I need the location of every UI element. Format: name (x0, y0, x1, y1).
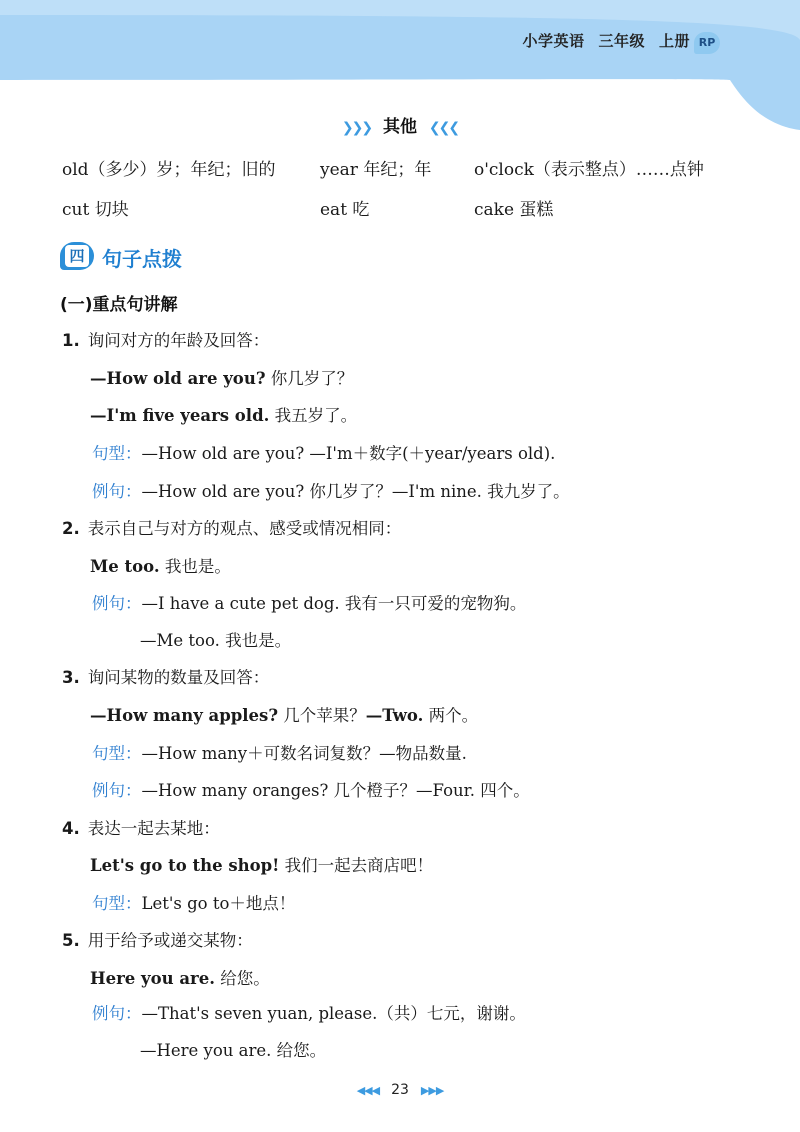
item-heading (62, 815, 220, 839)
header-grade: 三年级 (598, 32, 645, 50)
item-number: 4. (62, 819, 80, 838)
example-sentence-line (92, 478, 570, 502)
example-line (90, 365, 353, 389)
item-number: 5. (62, 931, 80, 950)
example-sentence-text: —Here you are. 给您。 (140, 1041, 327, 1060)
item-number: 1. (62, 331, 80, 350)
example-line (90, 965, 270, 989)
pattern-line (92, 890, 295, 914)
example-chinese: 你几岁了？ (265, 369, 354, 388)
other-title-text: 其他 (383, 117, 417, 137)
example-sentence-text: —Me too. 我也是。 (140, 631, 292, 650)
example-sentence-line (140, 627, 291, 651)
example-line (90, 553, 231, 577)
pattern-text: —How many＋可数名词复数？—物品数量. (141, 744, 467, 763)
header-volume: 上册 (658, 32, 690, 50)
example-label: 例句： (92, 482, 142, 501)
example-chinese: 我也是。 (159, 557, 231, 576)
vocab-cell: o'clock（表示整点）……点钟 (474, 160, 704, 180)
pattern-label: 句型： (92, 444, 142, 463)
example-english: Me too. (90, 557, 160, 576)
example-sentence-text: —That's seven yuan, please.（共）七元，谢谢。 (141, 1004, 526, 1023)
example-sentence-text: —How old are you? 你几岁了？—I'm nine. 我九岁了。 (141, 482, 570, 501)
example-label: 例句： (92, 594, 142, 613)
example-sentence-text: —How many oranges? 几个橙子？—Four. 四个。 (141, 781, 530, 800)
right-arrows-icon: ▶▶▶ (420, 1084, 444, 1097)
example-sentence-line (92, 777, 530, 801)
example-english: —I'm five years old. (90, 406, 270, 425)
item-heading-text: 询问某物的数量及回答： (87, 668, 270, 687)
pattern-text: Let's go to＋地点！ (141, 894, 296, 913)
item-heading (62, 664, 269, 688)
section-number: 四 (65, 245, 89, 267)
example-english: Here you are. (90, 969, 215, 988)
right-arrows-icon: ❯❯❯ (341, 120, 372, 136)
item-heading (62, 927, 253, 951)
example-english: Let's go to the shop! (90, 856, 280, 875)
vocab-cell: old（多少）岁；年纪；旧的 (62, 160, 276, 180)
example-sentence-text: —I have a cute pet dog. 我有一只可爱的宠物狗。 (141, 594, 527, 613)
example-english: —Two. (365, 706, 424, 725)
item-number: 3. (62, 668, 80, 687)
section-four-title: 句子点拨 (102, 247, 182, 271)
example-english: —How old are you? (90, 369, 266, 388)
item-heading-text: 询问对方的年龄及回答： (87, 331, 270, 350)
vocab-cell: year 年纪；年 (320, 160, 432, 180)
other-section-title (0, 112, 800, 137)
header-subject: 小学英语 (522, 32, 585, 50)
rp-badge: RP (694, 32, 720, 54)
example-label: 例句： (92, 781, 142, 800)
item-heading-text: 表达一起去某地： (87, 819, 220, 838)
section-number-badge (60, 242, 94, 270)
item-number: 2. (62, 519, 80, 538)
left-arrows-icon: ◀◀◀ (356, 1084, 380, 1097)
header-title (508, 30, 690, 51)
example-line (90, 852, 433, 876)
example-line (90, 402, 357, 426)
example-chinese: 两个。 (423, 706, 479, 725)
example-sentence-line (92, 590, 526, 614)
left-arrows-icon: ❮❮❮ (428, 120, 459, 136)
item-heading (62, 327, 269, 351)
pattern-text: —How old are you? —I'm＋数字(＋year/years old). (141, 444, 556, 463)
vocab-cell: eat 吃 (320, 200, 370, 220)
item-heading-text: 用于给予或递交某物： (87, 931, 253, 950)
page-footer (0, 1082, 800, 1098)
item-heading-text: 表示自己与对方的观点、感受或情况相同： (87, 519, 402, 538)
vocab-cell: cut 切块 (62, 200, 129, 220)
pattern-line (92, 440, 555, 464)
example-chinese: 我五岁了。 (269, 406, 358, 425)
subheading: (一)重点句讲解 (60, 295, 178, 315)
vocab-cell: cake 蛋糕 (474, 200, 554, 220)
pattern-line (92, 740, 467, 764)
item-heading (62, 515, 401, 539)
example-sentence-line (92, 1000, 526, 1024)
example-sentence-line (140, 1037, 326, 1061)
pattern-label: 句型： (92, 894, 142, 913)
pattern-label: 句型： (92, 744, 142, 763)
example-label: 例句： (92, 1004, 142, 1023)
example-english: —How many apples? (90, 706, 279, 725)
example-line (90, 702, 478, 726)
example-chinese: 我们一起去商店吧！ (279, 856, 434, 875)
example-chinese: 几个苹果？ (278, 706, 366, 725)
example-chinese: 给您。 (214, 969, 270, 988)
page-number: 23 (391, 1082, 409, 1098)
